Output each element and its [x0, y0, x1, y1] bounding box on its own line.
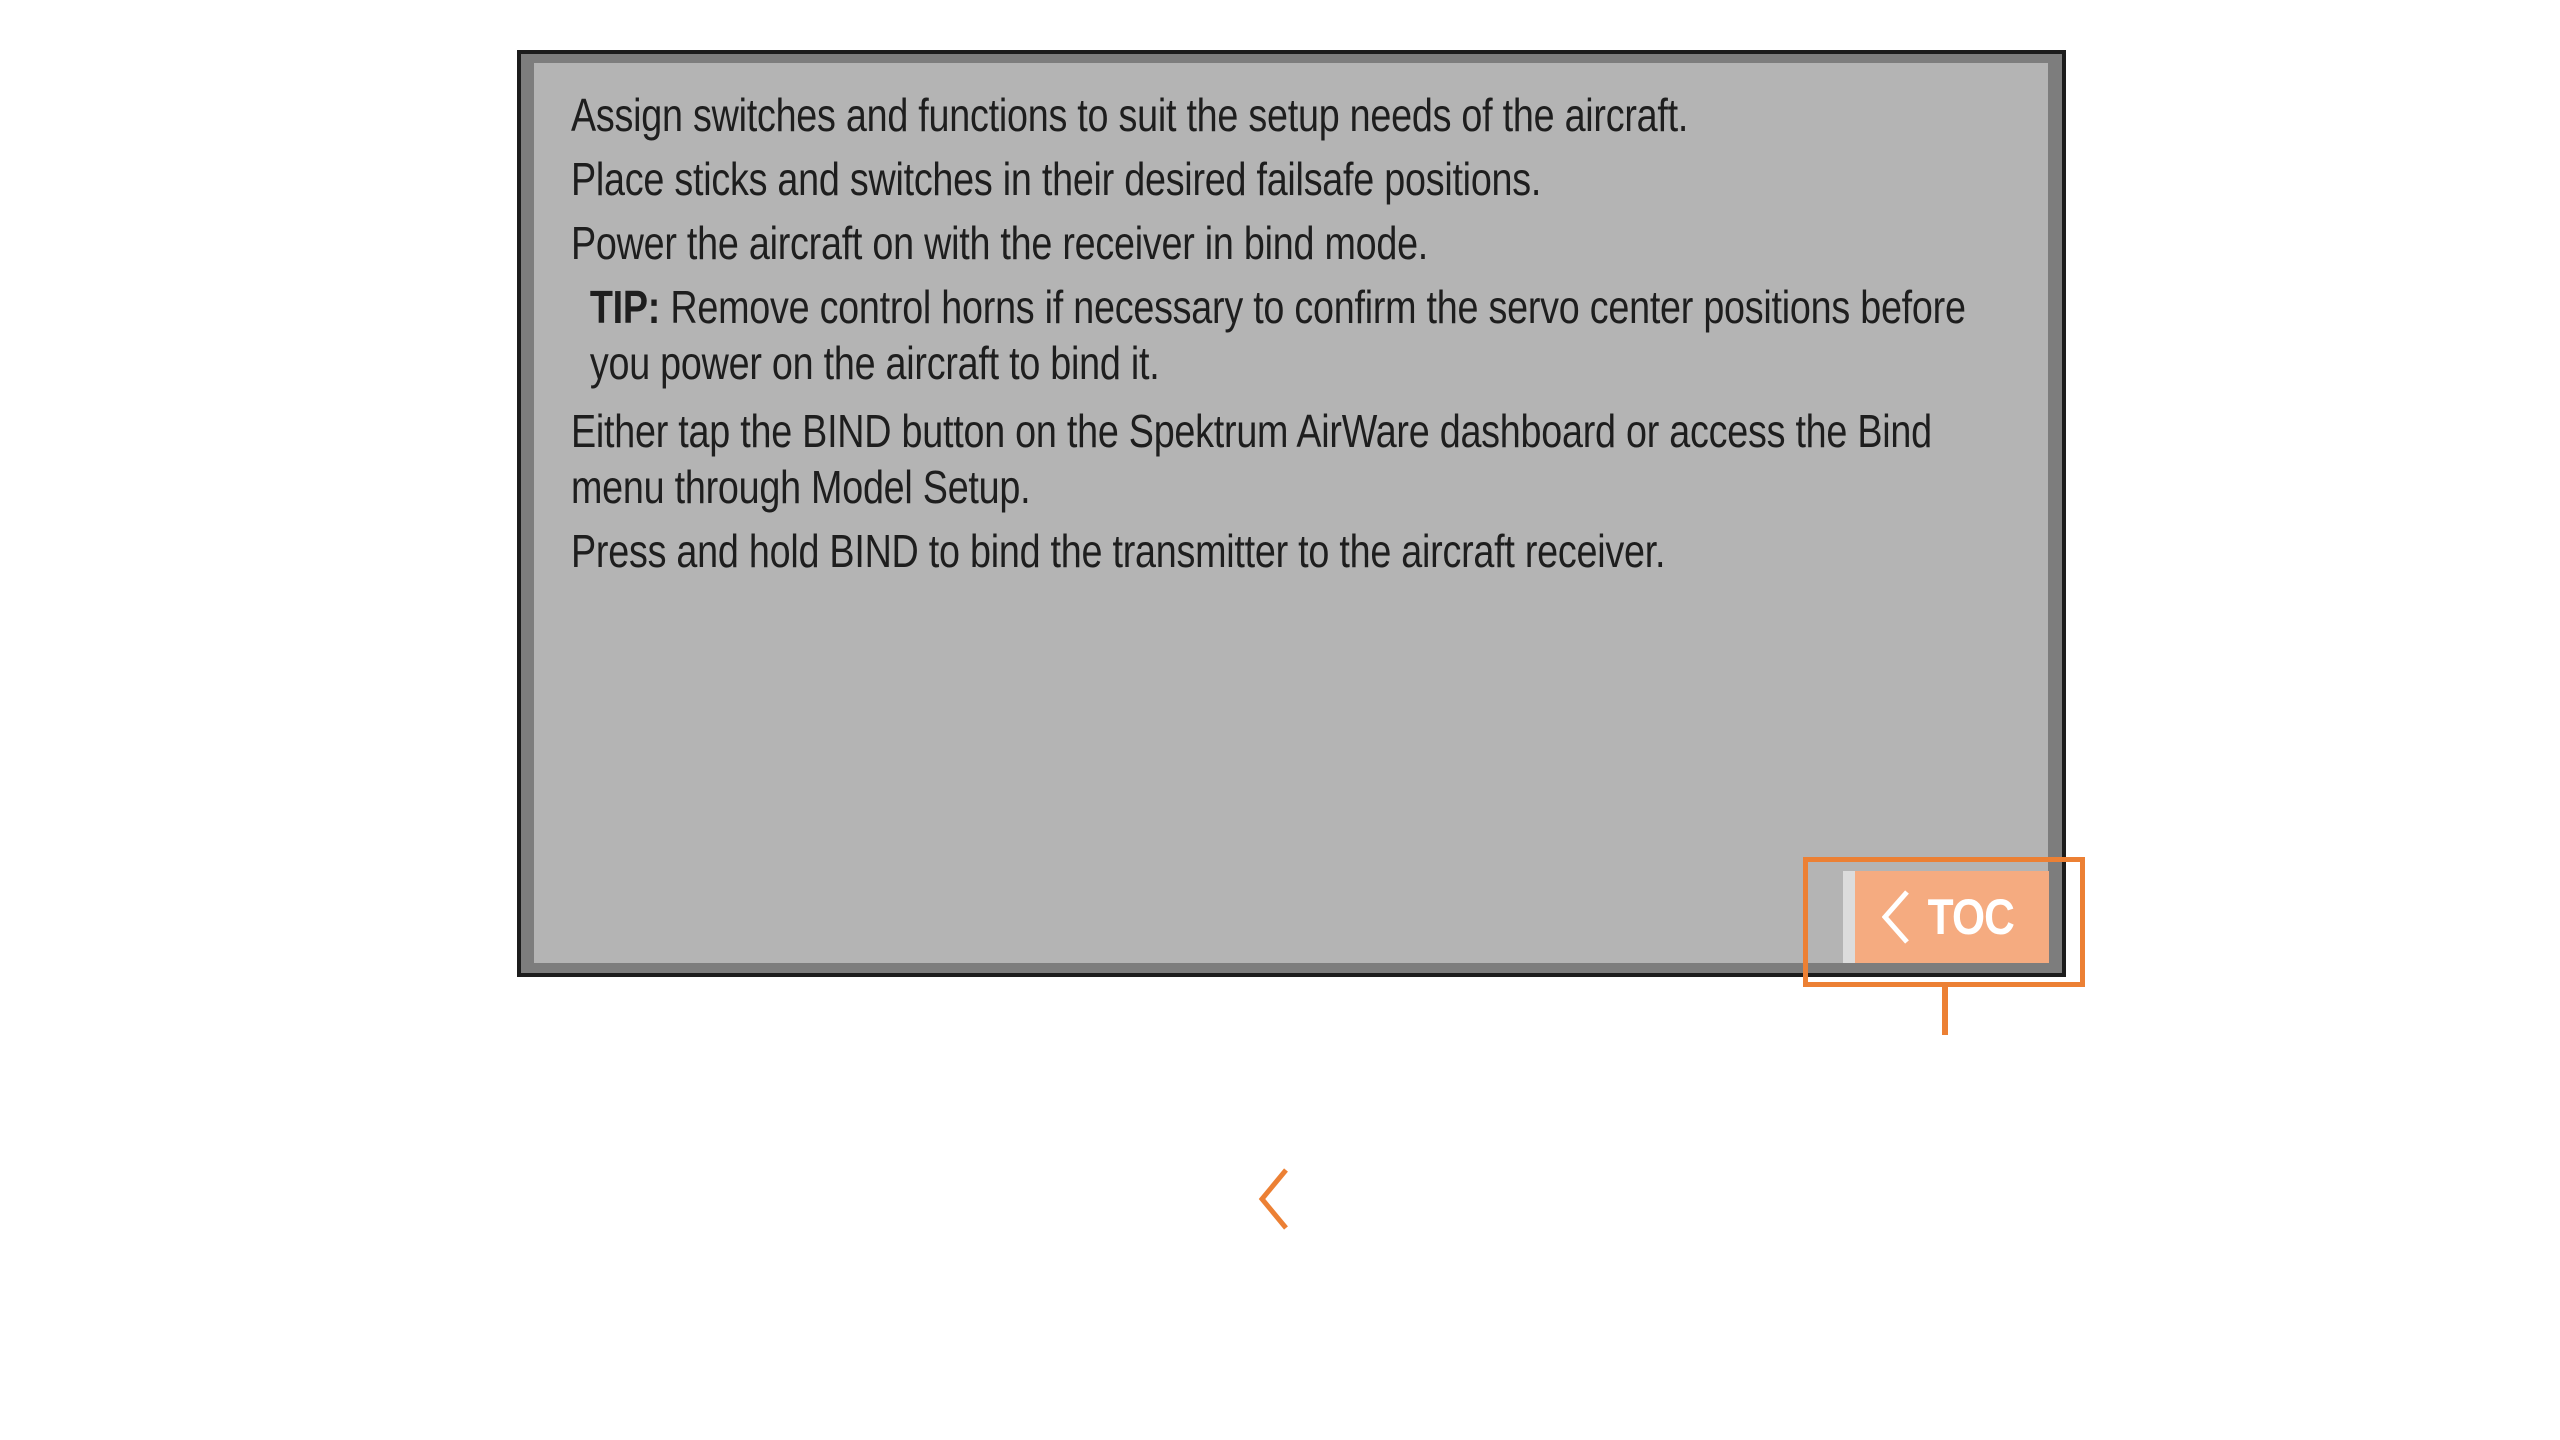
tip-text: Remove control horns if necessary to confirm the servo center positions before you power on the aircraft to bind it.: [589, 281, 1966, 389]
tip-note: [590, 279, 2006, 391]
instruction-step-2: Place sticks and switches in their desired failsafe positions.: [571, 153, 1542, 205]
transmitter-screen: [517, 50, 2066, 977]
instruction-step-1: Assign switches and functions to suit the setup needs of the aircraft.: [571, 89, 1689, 141]
toc-label: TOC: [1927, 889, 2015, 945]
chevron-left-icon: [1252, 1164, 1298, 1234]
screen-panel: [534, 63, 2048, 963]
tip-label: TIP:: [589, 281, 661, 333]
instruction-step-3: Power the aircraft on with the receiver in bind mode.: [571, 217, 1429, 269]
bind-instructions: [571, 87, 2006, 587]
previous-page-button[interactable]: [1252, 1164, 1298, 1234]
instruction-step-4: Either tap the BIND button on the Spektrum AirWare dashboard or access the Bind menu through Model Setup.: [571, 405, 1932, 513]
toc-callout-highlight: [1803, 857, 2085, 987]
toc-callout-leader-line: [1942, 987, 1948, 1035]
instruction-step-5: Press and hold BIND to bind the transmitter to the aircraft receiver.: [571, 525, 1666, 577]
